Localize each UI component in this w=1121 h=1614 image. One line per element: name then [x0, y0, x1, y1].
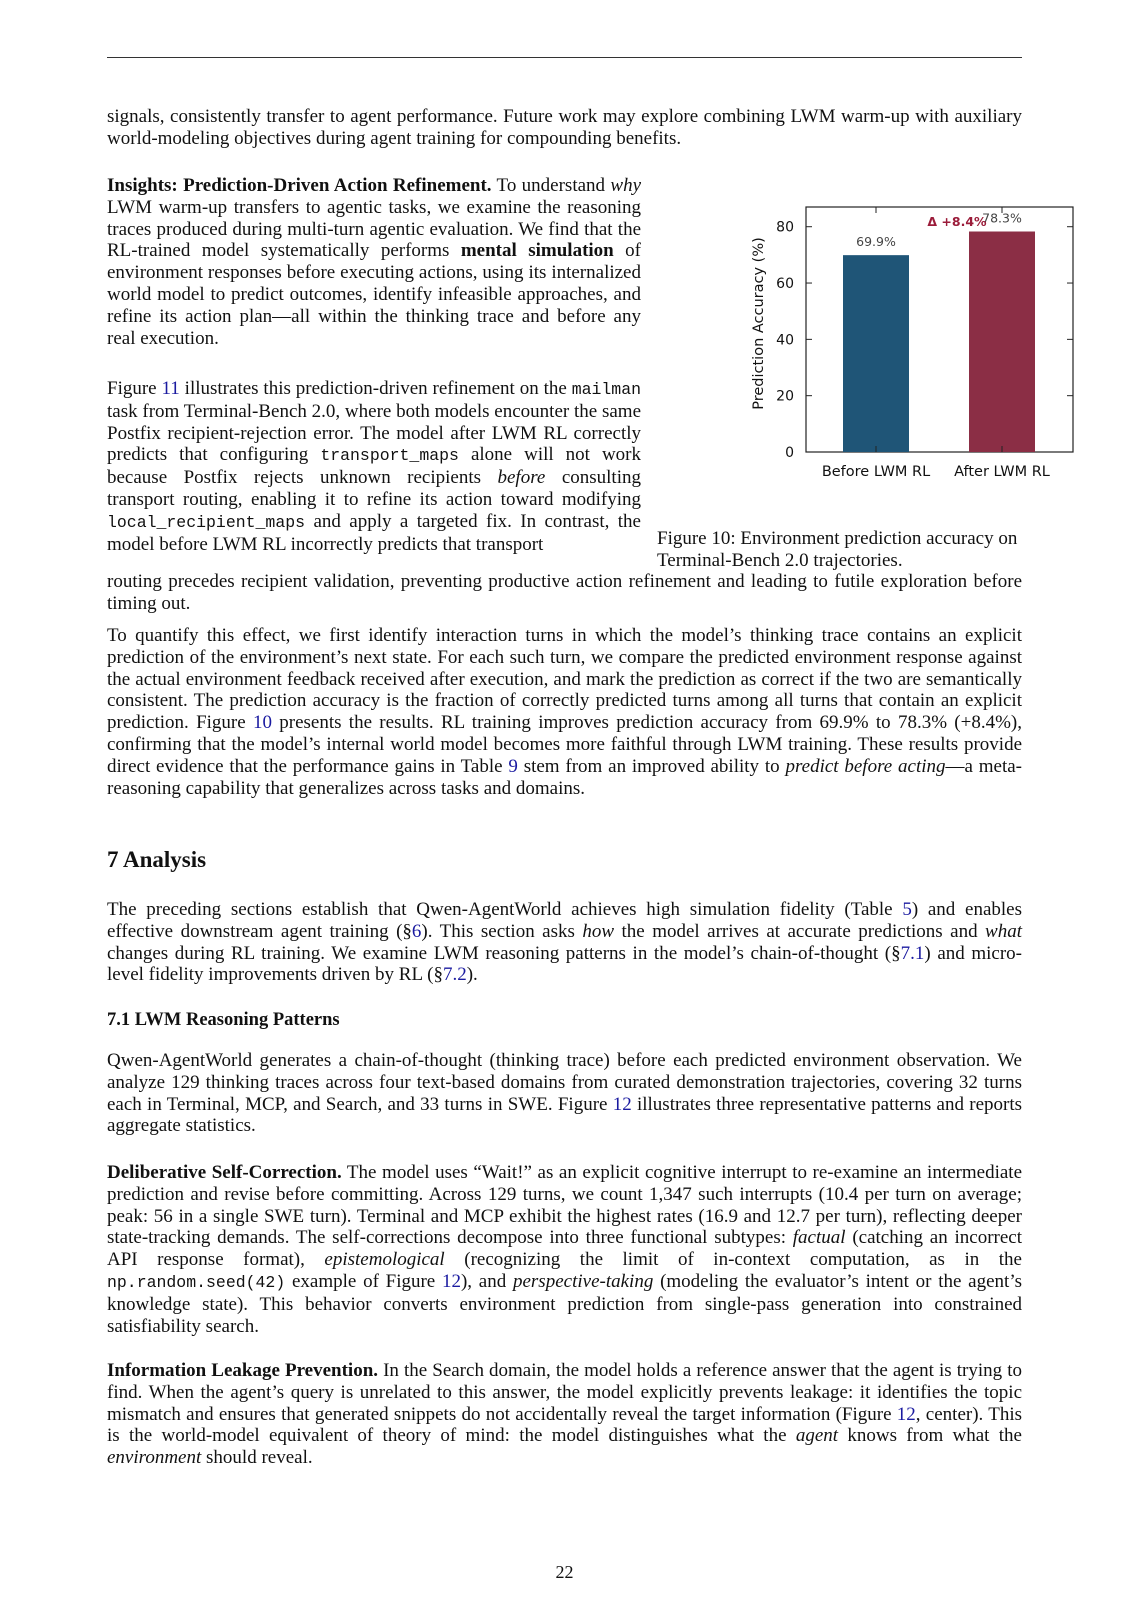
quantify-paragraph	[107, 625, 1022, 799]
s7-text-a: The preceding sections establish that Qwen-AgentWorld achieves high simulation fidelity (Table	[107, 899, 903, 920]
s7-text-f: ) and micro-level fidelity improvements driven by RL (§	[107, 942, 1023, 986]
y-tick-label: 40	[776, 332, 794, 349]
s71-text-b: illustrates three representative patterns and reports aggregate statistics.	[107, 1093, 1022, 1137]
figure-12-link-3[interactable]: 12	[896, 1403, 916, 1425]
section-7-heading: 7 Analysis	[107, 847, 207, 872]
x-tick-label: Before LWM RL	[821, 464, 931, 480]
section-7-1-paragraph	[107, 1050, 1022, 1137]
quantify-text-a: To quantify this effect, we first identify interaction turns in which the model’s thinking trace contains an explicit prediction of the environment’s next state. For each such turn, we compare the predicted environment response against the actual environment feedback received after execution, and mark the prediction as correct if the two are semantically consistent. The prediction accuracy is the fraction of correctly predicted turns among all turns that contain an explicit prediction. Figure	[107, 625, 1022, 734]
y-tick-label: 20	[776, 388, 794, 405]
fig11-text-g: routing precedes recipient validation, preventing productive action refinement and leading to futile exploration before timing out.	[107, 571, 1022, 614]
section-7-paragraph	[107, 899, 1022, 986]
s71-text-a: Qwen-AgentWorld generates a chain-of-thought (thinking trace) before each predicted environment observation. We analyze 129 thinking traces across four text-based domains from curated demonstration trajectories, covering 32 turns each in Terminal, MCP, and Search, and 33 turns in SWE. Figure	[107, 1050, 1022, 1115]
figure11-paragraph-continued	[107, 571, 1022, 615]
x-tick-label: After LWM RL	[954, 464, 1050, 480]
figure-11-link[interactable]: 11	[161, 378, 180, 399]
leak-emph-environment: environment	[107, 1447, 202, 1469]
s7-emph-how: how	[582, 920, 615, 942]
insights-bold-mental-simulation: mental simulation	[460, 240, 614, 262]
section-7-1-heading: 7.1 LWM Reasoning Patterns	[107, 1010, 340, 1030]
insights-text-3: of environment responses before executing actions, using its internalized world model to predict outcomes, identify infeasible approaches, and refine its action plan—all within the thinking trace and before any real execution.	[107, 240, 642, 349]
section-6-link[interactable]: 6	[411, 920, 422, 942]
figure-10-caption: Figure 10: Environment prediction accuracy on Terminal-Bench 2.0 trajectories.	[657, 528, 1018, 571]
figure-10-link[interactable]: 10	[252, 712, 272, 734]
insights-text-2: LWM warm-up transfers to agentic tasks, we examine the reasoning traces produced during multi-turn agentic evaluation. We find that the RL-trained model systematically performs	[107, 196, 641, 262]
delib-emph-factual: factual	[792, 1227, 846, 1249]
bar-before	[843, 255, 909, 452]
fig11-text-b: illustrates this prediction-driven refinement on the	[179, 378, 572, 399]
code-mailman: mailman	[571, 380, 642, 399]
delta-annotation: Δ +8.4%	[927, 214, 987, 229]
y-axis-label: Prediction Accuracy (%)	[751, 237, 767, 410]
code-local-recipient-maps: local_recipient_maps	[107, 512, 306, 532]
section-7-2-link[interactable]: 7.2	[442, 964, 467, 986]
s7-text-d: the model arrives at accurate predictions and	[614, 920, 986, 942]
quantify-text-b: presents the results. RL training improves prediction accuracy from 69.9% to 78.3% (+8.4%), confirming that the model’s internal world model becomes more faithful through LWM training. These results provide direct evidence that the performance gains in Table	[107, 712, 1023, 777]
fig11-text-c: task from Terminal-Bench 2.0, where both models encounter the same Postfix recipient-rejection error. The model after LWM RL correctly predicts that configuring	[107, 400, 641, 466]
bar-after	[969, 232, 1035, 453]
code-transport-maps: transport_maps	[320, 446, 459, 466]
delib-emph-perspective: perspective-taking	[512, 1270, 654, 1292]
delib-emph-epistemological: epistemological	[324, 1249, 445, 1271]
y-tick-label: 0	[785, 445, 794, 461]
insights-heading: Insights: Prediction-Driven Action Refinement.	[107, 175, 492, 196]
fig11-text-f: and apply a targeted fix. In contrast, the model before LWM RL incorrectly predicts that transport	[107, 510, 641, 555]
s7-text-c: ). This section asks	[421, 920, 583, 942]
delib-text-c: (recognizing the limit of in-context computation, as in the	[444, 1249, 1022, 1271]
intro-paragraph	[107, 106, 1022, 150]
insights-paragraph	[107, 175, 641, 349]
quantify-text-d: —a meta-reasoning capability that generalizes across tasks and domains.	[107, 755, 1023, 799]
delib-text-e: ), and	[460, 1270, 513, 1292]
figure-12-link[interactable]: 12	[612, 1093, 632, 1115]
figure11-paragraph	[107, 378, 641, 555]
insights-emph-why: why	[610, 175, 641, 196]
deliberative-heading: Deliberative Self-Correction.	[107, 1162, 342, 1183]
s7-emph-what: what	[985, 920, 1022, 942]
s7-text-e: changes during RL training. We examine LWM reasoning patterns in the model’s chain-of-thought (§	[107, 942, 901, 964]
insights-text-1: To understand	[491, 175, 611, 196]
fig11-text-d: alone will not work because Postfix rejects unknown recipients	[107, 444, 642, 489]
leak-text-c: knows from what the	[838, 1425, 1022, 1447]
leak-text-d: should reveal.	[201, 1447, 313, 1469]
page-number: 22	[555, 1562, 574, 1582]
figure-12-link-2[interactable]: 12	[441, 1270, 461, 1292]
fig11-text-e: consulting transport routing, enabling it to refine its action toward modifying	[107, 467, 641, 510]
leak-text-a: In the Search domain, the model holds a reference answer that the agent is trying to find. When the agent’s query is unrelated to this answer, the model explicitly prevents leakage: it identifies the topic mismatch and ensures that generated snippets do not accidentally reveal the target information (Figure	[107, 1360, 1022, 1425]
delib-text-a: The model uses “Wait!” as an explicit cognitive interrupt to re-examine an intermediate prediction and revise before committing. Across 129 turns, we count 1,347 such interrupts (10.4 per turn on average; peak: 56 in a single SWE turn). Terminal and MCP exhibit the highest rates (16.9 and 12.7 per turn), reflecting deeper state-tracking demands. The self-corrections decompose into three functional subtypes:	[107, 1162, 1022, 1249]
quantify-emph: predict before acting	[785, 755, 946, 777]
intro-line-1: signals, consistently transfer to agent performance. Future work may explore combining LWM warm-up	[107, 106, 910, 127]
header-rule	[107, 57, 1022, 58]
delib-text-d: example of Figure	[285, 1270, 442, 1292]
table-9-link[interactable]: 9	[508, 755, 518, 777]
delib-text-f: (modeling the evaluator’s intent or the agent’s knowledge state). This behavior converts environment prediction from single-pass generation into constrained satisfiability search.	[107, 1270, 1022, 1337]
leakage-heading: Information Leakage Prevention.	[107, 1360, 379, 1381]
section-7-1-link[interactable]: 7.1	[900, 942, 925, 964]
fig11-emph-before: before	[497, 467, 546, 489]
leak-emph-agent: agent	[795, 1425, 839, 1447]
y-tick-label: 80	[776, 219, 794, 236]
bar-value-label: 69.9%	[856, 234, 896, 250]
code-np-random-seed: np.random.seed(42)	[107, 1272, 286, 1292]
s7-text-g: ).	[466, 964, 478, 986]
y-tick-label: 60	[776, 276, 794, 293]
figure-10	[647, 182, 1050, 497]
s7-text-b: ) and enables effective downstream agent training (§	[107, 899, 1022, 942]
intro-line-2: with auxiliary world-modeling objectives during agent training for compounding benefits.	[107, 106, 1022, 149]
deliberative-paragraph	[107, 1162, 1022, 1337]
table-5-link[interactable]: 5	[902, 899, 912, 920]
delib-text-b: (catching an incorrect API response format),	[107, 1227, 1022, 1271]
fig11-text-a: Figure	[107, 378, 162, 399]
leakage-paragraph	[107, 1360, 1022, 1469]
quantify-text-c: stem from an improved ability to	[517, 755, 786, 777]
bar-value-label: 78.3%	[982, 210, 1022, 226]
leak-text-b: , center). This is the world-model equivalent of theory of mind: the model distinguishes what the	[107, 1403, 1022, 1447]
prediction-accuracy-chart	[647, 182, 1050, 492]
